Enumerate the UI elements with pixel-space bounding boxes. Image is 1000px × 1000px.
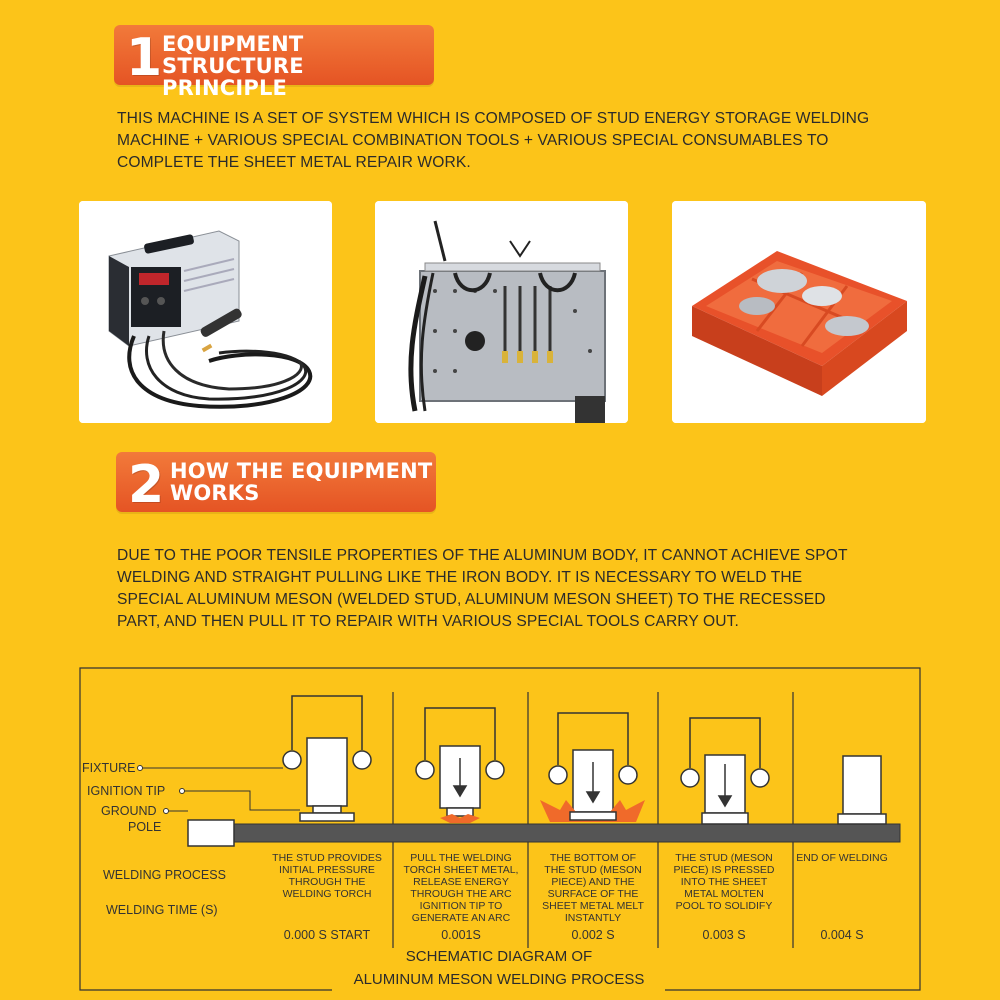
section1-paragraph-line1: THIS MACHINE IS A SET OF SYSTEM WHICH IS COMPOSED OF STUD ENERGY STORAGE WELDING bbox=[117, 110, 870, 127]
stage2-desc-line: TORCH SHEET METAL, bbox=[403, 864, 519, 876]
fixture-label: FIXTURE bbox=[82, 761, 136, 775]
stage1-desc-line: INITIAL PRESSURE bbox=[279, 864, 375, 876]
diagram-caption-line1: SCHEMATIC DIAGRAM OF bbox=[405, 948, 593, 965]
stage4-figure bbox=[681, 718, 769, 824]
stage1-desc-line: THROUGH THE bbox=[288, 876, 366, 888]
section1-paragraph-line2: MACHINE + VARIOUS SPECIAL COMBINATION TOOLS + VARIOUS SPECIAL CONSUMABLES TO bbox=[117, 132, 829, 149]
stage1-desc-line: WELDING TORCH bbox=[282, 888, 372, 900]
tool-board-photo bbox=[375, 201, 628, 423]
stage3-desc-line: SURFACE OF THE bbox=[547, 888, 639, 900]
ground-pole bbox=[188, 820, 234, 846]
section1-banner bbox=[114, 25, 434, 100]
section1-paragraph-line3: COMPLETE THE SHEET METAL REPAIR WORK. bbox=[117, 154, 471, 171]
sheet-metal bbox=[232, 824, 900, 842]
stage3-desc-line: THE BOTTOM OF bbox=[549, 852, 637, 864]
stage2-desc-line: THROUGH THE ARC bbox=[410, 888, 512, 900]
stage4-desc-line: PIECE) IS PRESSED bbox=[673, 864, 775, 876]
stage1-desc-line: THE STUD PROVIDES bbox=[272, 852, 382, 864]
welding-machine-image bbox=[79, 201, 332, 423]
stage2-time: 0.001S bbox=[441, 928, 481, 942]
stage-descriptions bbox=[272, 852, 888, 942]
welding-process-diagram bbox=[0, 660, 1000, 1000]
stage2-desc-line: PULL THE WELDING bbox=[410, 852, 512, 864]
section1-number: 1 bbox=[126, 28, 163, 88]
section2-title-line2: WORKS bbox=[170, 481, 260, 505]
stage3-desc-line: INSTANTLY bbox=[564, 912, 622, 924]
section2-paragraph bbox=[117, 545, 917, 633]
stage4-desc-line: POOL TO SOLIDIFY bbox=[675, 900, 773, 912]
stage2-figure bbox=[416, 708, 504, 816]
stage3-desc-line: PIECE) AND THE bbox=[551, 876, 635, 888]
tool-board-image bbox=[375, 201, 628, 423]
section2-title-line1: HOW THE EQUIPMENT bbox=[170, 459, 433, 483]
stage1-figure bbox=[283, 696, 371, 821]
welding-process-label: WELDING PROCESS bbox=[103, 868, 226, 882]
stage3-desc-line: THE STUD (MESON bbox=[544, 864, 642, 876]
welding-time-label: WELDING TIME (S) bbox=[106, 903, 218, 917]
stage4-desc-line: THE STUD (MESON bbox=[675, 852, 773, 864]
section1-title bbox=[162, 33, 434, 99]
ground-pole-label-line1: GROUND bbox=[101, 804, 157, 818]
stage5-figure bbox=[838, 756, 886, 824]
ground-pole-label-line2: POLE bbox=[128, 820, 162, 834]
stage3-desc-line: SHEET METAL MELT bbox=[542, 900, 644, 912]
stage3-figure bbox=[549, 713, 637, 812]
diagram-caption-line2: ALUMINUM MESON WELDING PROCESS bbox=[353, 971, 645, 988]
stage4-desc-line: METAL MOLTEN bbox=[684, 888, 764, 900]
stage3-stud-base bbox=[570, 812, 616, 820]
section2-paragraph-line3: SPECIAL ALUMINUM MESON (WELDED STUD, ALUMINUM MESON SHEET) TO THE RECESSED bbox=[117, 591, 826, 608]
section2-paragraph-line1: DUE TO THE POOR TENSILE PROPERTIES OF THE ALUMINUM BODY, IT CANNOT ACHIEVE SPOT bbox=[117, 547, 848, 564]
stage4-time: 0.003 S bbox=[702, 928, 746, 942]
stage2-desc-line: RELEASE ENERGY bbox=[413, 876, 509, 888]
stage5-desc-line: END OF WELDING bbox=[796, 852, 888, 864]
welding-machine-photo bbox=[79, 201, 332, 423]
section2-paragraph-line2: WELDING AND STRAIGHT PULLING LIKE THE IRON BODY. IT IS NECESSARY TO WELD THE bbox=[117, 569, 803, 586]
section1-paragraph bbox=[117, 108, 917, 174]
section2-number: 2 bbox=[128, 455, 165, 515]
section2-paragraph-line4: PART, AND THEN PULL IT TO REPAIR WITH VARIOUS SPECIAL TOOLS CARRY OUT. bbox=[117, 613, 739, 630]
consumables-tray-photo bbox=[672, 201, 926, 423]
section2-banner bbox=[116, 452, 436, 515]
stage2-desc-line: GENERATE AN ARC bbox=[411, 912, 511, 924]
section2-title bbox=[170, 460, 432, 504]
stage5-time: 0.004 S bbox=[820, 928, 864, 942]
ignition-tip-label: IGNITION TIP bbox=[87, 784, 166, 798]
stage3-time: 0.002 S bbox=[571, 928, 615, 942]
stage4-desc-line: INTO THE SHEET bbox=[680, 876, 768, 888]
stage1-time: 0.000 S START bbox=[283, 928, 371, 942]
section1-title-line1: EQUIPMENT bbox=[162, 32, 304, 56]
stage2-desc-line: IGNITION TIP TO bbox=[419, 900, 503, 912]
section1-title-line2: STRUCTURE PRINCIPLE bbox=[162, 54, 304, 100]
consumables-tray-image bbox=[672, 201, 926, 423]
